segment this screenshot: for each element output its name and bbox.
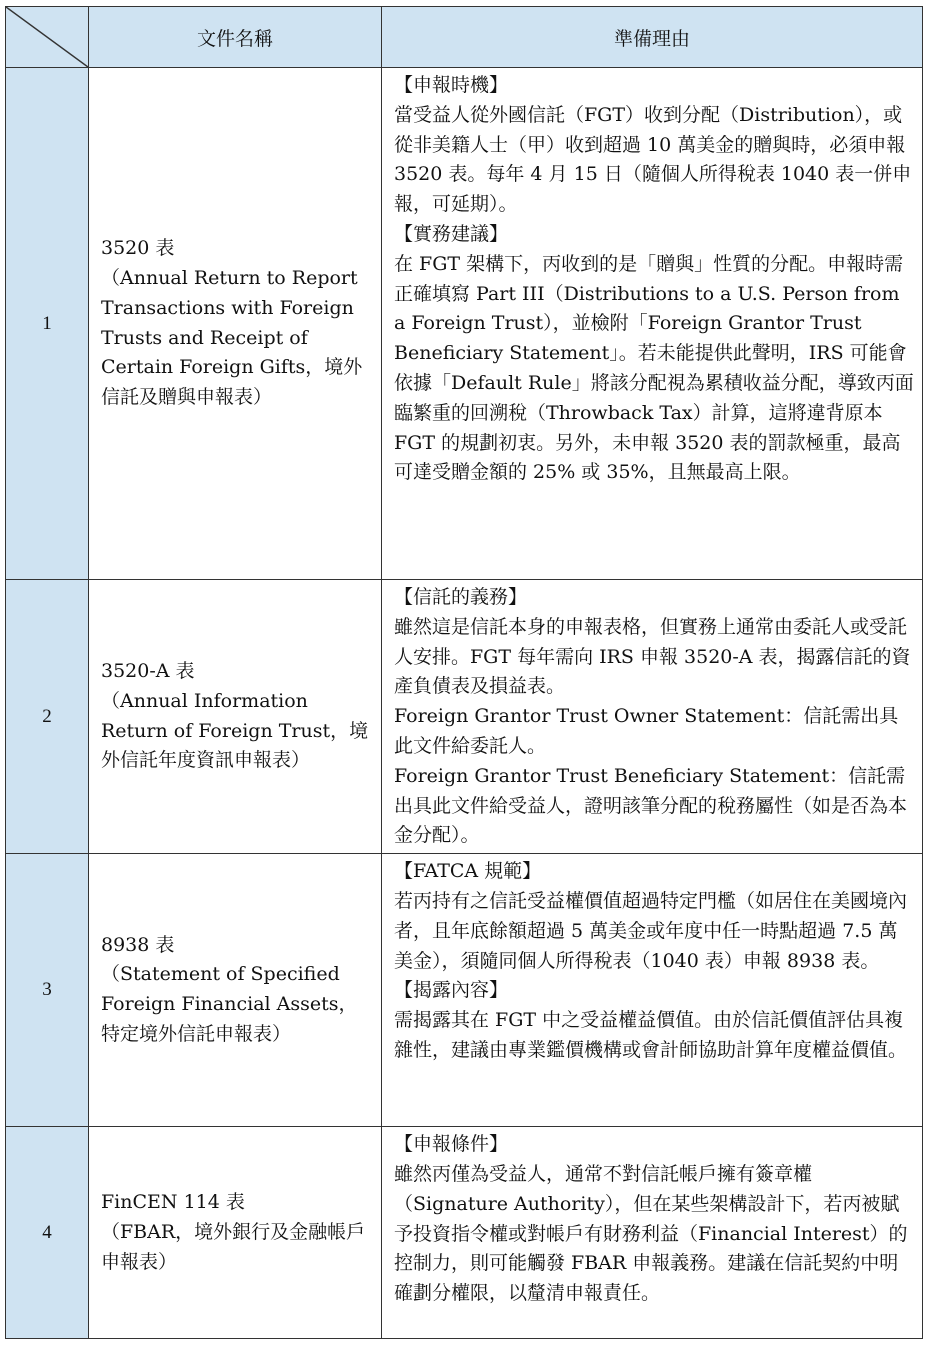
- section-heading: 【FATCA 規範】: [394, 860, 542, 883]
- reason-cell: [382, 1127, 923, 1339]
- table-row: [6, 580, 923, 854]
- table-header-row: [6, 7, 923, 68]
- section-heading: 【申報條件】: [394, 1133, 509, 1156]
- form-name: 3520-A 表: [101, 659, 195, 682]
- row-number: 1: [6, 68, 89, 580]
- section-text: 需揭露其在 FGT 中之受益權益價值。由於信託價值評估具複雜性，建議由專業鑑價機構或會計師協助計算年度權益價值。: [394, 1009, 908, 1061]
- section-text: 雖然這是信託本身的申報表格，但實務上通常由委託人或受託人安排。FGT 每年需向 IRS 申報 3520-A 表，揭露信託的資產負債表及損益表。: [394, 615, 911, 698]
- table-row: [6, 1127, 923, 1339]
- section-text: 若丙持有之信託受益權價值超過特定門檻（如居住在美國境內者，且年底餘額超過 5 萬美金或年度中任一時點超過 7.5 萬美金），須隨同個人所得稅表（1040 表）申報 8938 表。: [394, 889, 908, 972]
- document-name-cell: [89, 68, 382, 580]
- section-heading: 【信託的義務】: [394, 586, 528, 608]
- corner-cell: [6, 7, 89, 68]
- filing-requirements-table: [5, 6, 923, 1339]
- document-name-cell: [89, 580, 382, 854]
- table-row: [6, 854, 923, 1127]
- section-text: 在 FGT 架構下，丙收到的是「贈與」性質的分配。申報時需正確填寫 Part III（Distributions to a U.S. Person from a Foreign Trust），並檢附「Foreign Grantor Trust Beneficiary Statement」。若未能提供此聲明，IRS 可能會依據「Default Rule」將該分配視為累積收益分配，導致丙面臨繁重的回溯稅（Throwback Tax）計算，這將違背原本 FGT 的規劃初衷。另外，未申報 3520 表的罰款極重，最高可達受贈金額的 25% 或 35%，且無最高上限。: [394, 252, 914, 484]
- diagonal-line-icon: [6, 7, 88, 67]
- header-reason: 準備理由: [382, 7, 923, 68]
- section-heading: 【實務建議】: [394, 222, 509, 245]
- form-description: （Annual Information Return of Foreign Trust，境外信託年度資訊申報表）: [101, 689, 369, 772]
- table-row: [6, 68, 923, 580]
- row-number: 3: [6, 854, 89, 1127]
- reason-cell: [382, 854, 923, 1127]
- section-text: Foreign Grantor Trust Beneficiary Statement：信託需出具此文件給受益人，證明該筆分配的稅務屬性（如是否為本金分配）。: [394, 764, 908, 847]
- section-text: Foreign Grantor Trust Owner Statement：信託需出具此文件給委託人。: [394, 705, 899, 757]
- section-text: 當受益人從外國信託（FGT）收到分配（Distribution），或從非美籍人士（甲）收到超過 10 萬美金的贈與時，必須申報 3520 表。每年 4 月 15 日（隨個人所得稅表 1040 表一併申報，可延期）。: [394, 103, 912, 216]
- row-number: 2: [6, 580, 89, 854]
- form-description: （Statement of Specified Foreign Financial Assets，特定境外信託申報表）: [101, 963, 358, 1045]
- header-document-name: 文件名稱: [89, 7, 382, 68]
- document-name-cell: [89, 1127, 382, 1339]
- form-name: 3520 表: [101, 237, 175, 260]
- document-name-cell: [89, 854, 382, 1127]
- row-number: 4: [6, 1127, 89, 1339]
- section-heading: 【申報時機】: [394, 74, 509, 96]
- section-heading: 【揭露內容】: [394, 979, 509, 1002]
- form-name: 8938 表: [101, 933, 175, 956]
- reason-cell: [382, 68, 923, 580]
- reason-cell: [382, 580, 923, 854]
- form-description: （FBAR，境外銀行及金融帳戶申報表）: [101, 1220, 366, 1273]
- section-text: 雖然丙僅為受益人，通常不對信託帳戶擁有簽章權（Signature Authority），但在某些架構設計下，若丙被賦予投資指令權或對帳戶有財務利益（Financial Interest）的控制力，則可能觸發 FBAR 申報義務。建議在信託契約中明確劃分權限，以釐清申報責任。: [394, 1162, 908, 1305]
- form-description: （Annual Return to Report Transactions with Foreign Trusts and Receipt of Certain Foreign Gifts，境外信託及贈與申報表）: [101, 266, 363, 409]
- form-name: FinCEN 114 表: [101, 1190, 245, 1213]
